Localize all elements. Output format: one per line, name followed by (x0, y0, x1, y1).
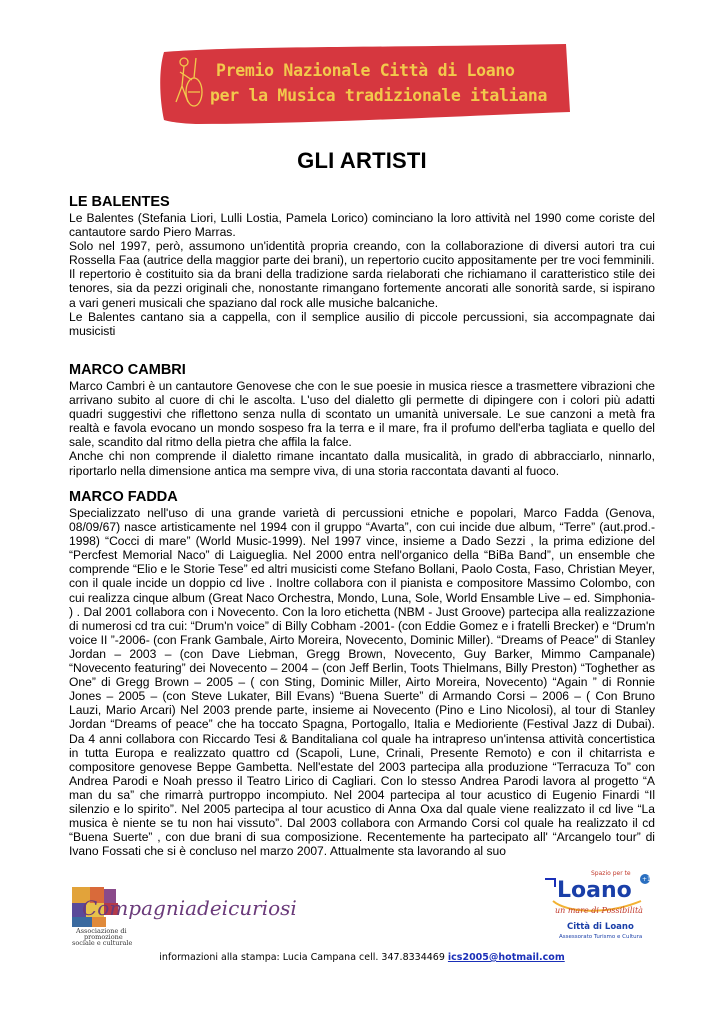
section-heading: LE BALENTES (69, 194, 170, 210)
svg-text:sociale e culturale: sociale e culturale (72, 939, 133, 945)
anchor-icon (545, 879, 555, 887)
paragraph: Specializzato nell'uso di una grande varietà di percussioni etniche e popolari, Marco Fadda (Genova, 08/09/67) nasce artisticamente nel 1994 con il gruppo “Avarta”, con cui incide due album, “Terre” (aut.prod.- 1998) “Cocci di mare” (World Music-1999). Nel 1997 vince, insieme a Dado Sezzi , la prima edizione del “Percfest Memorial Naco” di Laigueglia. Nel 2000 entra nell'organico della “BiBa Band”, un ensemble che comprende “Elio e le Storie Tese” ed altri musicisti come Stefano Bollani, Paolo Costa, Faso, Christian Meyer, con il quale incide un doppio cd live . Inoltre collabora con il pianista e compositore Massimo Colombo, con cui realizza cinque album (Great Naco Orchestra, Mondo, Luna, Sole, World Ensamble Live – ed. Simphonia- ) . Dal 2001 collabora con i Novecento. Con la loro etichetta (NBM - Just Groove) partecipa alla realizzazione di numerosi cd tra cui: “Drum'n voice” di Billy Cobham -2001- (con Eddie Gomez e i fratelli Brecker) e “Drum'n voice II ”-2006- (con Frank Gambale, Airto Moreira, Novecento, Dominic Miller). “Dreams of Peace” di Stanley Jordan – 2003 – (con Dave Liebman, Gregg Brown, Novecento, Guy Barker, Mimmo Campanale) “Novecento featuring” dei Novecento – 2004 – (con Jeff Berlin, Toots Thielmans, Billy Preston) “Toghether as One” di Gregg Brown – 2005 – ( con Sting, Dominic Miller, Airto Moreira, Novecento) “Again ” di Ronnie Jones – 2005 – (con Steve Lukater, Bill Evans) “Buena Suerte” di Armando Corsi – 2006 – ( Con Bruno Lauzi, Mario Arcari) Nel 2003 prende parte, insieme ai Novecento (Pino e Lino Nicolosi), al tour di Stanley Jordan “Dreams of peace” che ha toccato Spagna, Portogallo, Italia e Medioriente (Festival Jazz di Dubai). Da 4 anni collabora con Riccardo Tesi & Banditaliana col quale ha intrapreso un'intensa attività concertistica in tutta Europa e realizzato quattro cd (Scapoli, Lune, Crinali, Presente Remoto) e con il chitarrista e compositore genovese Beppe Gambetta. Nell'estate del 2003 partecipa alla produzione “Terracuza To” con Andrea Parodi e Noah presso il Teatro Lirico di Cagliari. Con lo stesso Andrea Parodi lavora al progetto “A man du sa” che rimarrà purtroppo incompiuto. Nel 2004 partecipa al tour acustico di Eugenio Finardi “Il silenzio e lo spirito”. Nel 2005 partecipa al tour acustico di Anna Oxa dal quale viene realizzato il cd live “La musica è niente se tu non hai vissuto”. Dal 2003 collabora con Armando Corsi col quale ha realizzato il cd “Buena Suerte” , con due brani di sua composizione. Recentemente ha partecipato all' “Arcangelo tour” di Ivano Fossati che si è concluso nel marzo 2007. Attualmente sta lavorando al suo (69, 506, 655, 859)
citta-di-loano-logo (537, 867, 657, 945)
svg-text:Città di Loano: Città di Loano (567, 922, 634, 932)
paragraph: Solo nel 1997, però, assumono un'identità propria creando, con la collaborazione di diversi autori tra cui Rossella Faa (autrice della maggior parte dei brani), un repertorio cucito appositamente per tre voci femminili. (69, 239, 655, 268)
svg-text:Loano: Loano (557, 878, 632, 903)
section-heading: MARCO FADDA (69, 489, 178, 505)
header-banner (158, 42, 571, 126)
svg-text:Assessorato Turismo e Cultura: Assessorato Turismo e Cultura (559, 934, 643, 940)
footer-email-link[interactable]: ics2005@hotmail.com (447, 952, 565, 963)
banner-brush-shape (158, 42, 571, 126)
logo-wordmark: Compagniadeicuriosi (82, 896, 297, 920)
paragraph: Marco Cambri è un cantautore Genovese che con le sue poesie in musica riesce a trasmettere vibrazioni che arrivano subito al cuore di chi le ascolta. L'uso del dialetto gli permette di dipingere con i colori più adatti quadri suggestivi che riflettono senza nulla di scontato un umanità universale. Le sue canzoni a metà fra realtà e favola evocano un mondo sospeso fra la terra e il mare, fra il profumo dell'erba tagliata e quello del sale, scandito dal ritmo della pietra che affila la falce. (69, 379, 655, 450)
svg-text:un mare di Possibilità: un mare di Possibilità (555, 906, 643, 915)
paragraph: Le Balentes (Stefania Liori, Lulli Lostia, Pamela Lorico) cominciano la loro attività nel 1990 come coriste del cantautore sardo Piero Marras. (69, 211, 655, 240)
svg-text:Spazio per te: Spazio per te (591, 870, 631, 877)
svg-text:+1: +1 (642, 876, 651, 883)
svg-text:Associazione di: Associazione di (76, 927, 127, 935)
banner-line-2: per la Musica tradizionale italiana (210, 86, 548, 105)
footer (0, 952, 724, 963)
section-heading: MARCO CAMBRI (69, 362, 186, 378)
section-marco-fadda (69, 489, 655, 858)
paragraph: Anche chi non comprende il dialetto rimane incantato dalla musicalità, in grado di abbracciarlo, ninnarlo, riportarlo nella dimensione antica ma sempre viva, di una storia raccontata davanti al fuoco. (69, 449, 655, 478)
svg-text:promozione: promozione (84, 933, 123, 941)
section-le-balentes (69, 194, 655, 338)
banner-line-1: Premio Nazionale Città di Loano (216, 61, 515, 80)
paragraph: Le Balentes cantano sia a cappella, con il semplice ausilio di piccole percussioni, sia accompagnate dai musicisti (69, 309, 655, 338)
page-title: GLI ARTISTI (297, 148, 427, 173)
compagnia-dei-curiosi-logo (70, 885, 345, 945)
section-marco-cambri (69, 362, 655, 478)
footer-text: informazioni alla stampa: Lucia Campana cell. 347.8334469 (159, 952, 445, 963)
paragraph: Il repertorio è costituito sia da brani della tradizione sarda rielaborati che richiamano il caratteristico stile dei tenores, sia da pezzi originali che, nonostante rimangano fortemente ancorati alle sonorità sarde, si ispirano a vari generi musicali che spaziano dal rock alle musiche balcaniche. (69, 267, 655, 310)
